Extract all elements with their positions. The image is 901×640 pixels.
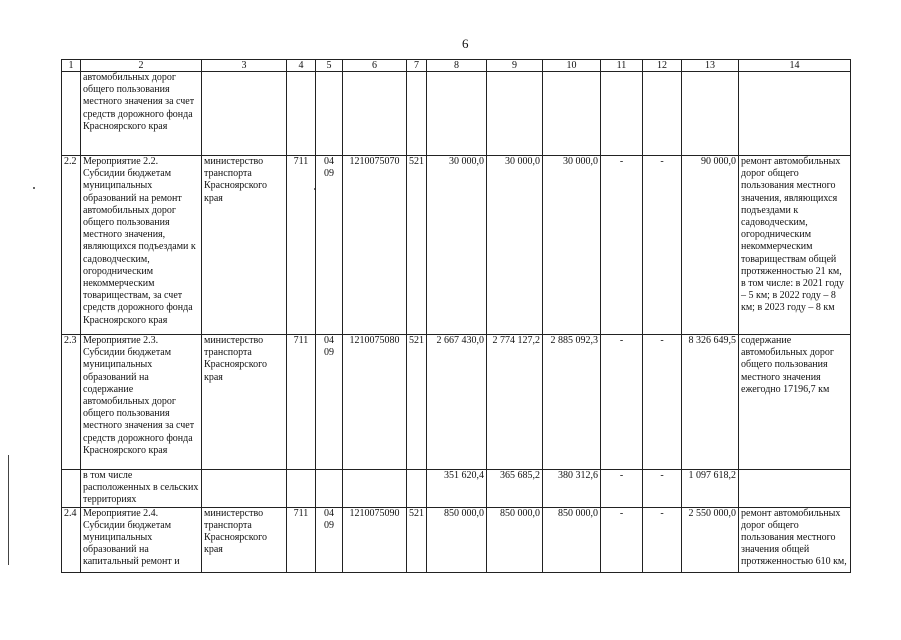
header-cell: 3 [202,60,287,72]
value-col12-cell: - [643,335,682,470]
amount-total-cell: 90 000,0 [682,156,739,335]
value-col12-cell: - [643,507,682,572]
amount-2023-cell: 30 000,0 [543,156,601,335]
amount-total-cell: 2 550 000,0 [682,507,739,572]
code-section-cell: 04 09 [316,507,343,572]
code-section-cell [316,72,343,156]
value-col11-cell: - [601,156,643,335]
header-cell: 8 [427,60,487,72]
executor-cell: министерство транспорта Красноярского края [202,156,287,335]
page-number: 6 [462,36,469,51]
expected-result-cell [739,470,851,508]
margin-mark [8,455,9,565]
measure-name-cell: в том числе расположенных в сельских территориях [81,470,202,508]
amount-2023-cell [543,72,601,156]
header-cell: 10 [543,60,601,72]
amount-2022-cell: 30 000,0 [487,156,543,335]
code-section-cell: 04 09 [316,335,343,470]
executor-cell [202,470,287,508]
item-number-cell: 2.2 [62,156,81,335]
table-row [62,470,851,508]
code-grbs-cell: 711 [287,507,316,572]
header-cell: 7 [407,60,427,72]
expected-result-cell [739,72,851,156]
item-number-cell: 2.3 [62,335,81,470]
code-grbs-cell: 711 [287,156,316,335]
item-number-cell [62,470,81,508]
scan-speck [33,187,35,189]
code-section-cell [316,470,343,508]
amount-2021-cell [427,72,487,156]
header-cell: 6 [343,60,407,72]
header-cell: 2 [81,60,202,72]
amount-2021-cell: 850 000,0 [427,507,487,572]
amount-2022-cell: 850 000,0 [487,507,543,572]
code-expense-cell: 521 [407,335,427,470]
header-cell: 12 [643,60,682,72]
code-expense-cell [407,470,427,508]
header-cell: 1 [62,60,81,72]
code-target-cell: 1210075080 [343,335,407,470]
table-row [62,72,851,156]
table-row [62,156,851,335]
amount-total-cell: 8 326 649,5 [682,335,739,470]
value-col11-cell [601,72,643,156]
amount-2022-cell [487,72,543,156]
header-cell: 14 [739,60,851,72]
code-grbs-cell [287,72,316,156]
value-col12-cell [643,72,682,156]
amount-total-cell: 1 097 618,2 [682,470,739,508]
amount-2022-cell: 365 685,2 [487,470,543,508]
code-grbs-cell [287,470,316,508]
measure-name-cell: автомобильных дорог общего пользования местного значения за счет средств дорожного фонда Красноярского края [81,72,202,156]
code-target-cell [343,470,407,508]
executor-cell [202,72,287,156]
amount-2021-cell: 2 667 430,0 [427,335,487,470]
code-expense-cell: 521 [407,156,427,335]
code-target-cell: 1210075070 [343,156,407,335]
value-col11-cell: - [601,507,643,572]
expected-result-cell: ремонт автомобильных дорог общего пользования местного значения общей протяженностью 610 км, [739,507,851,572]
code-expense-cell: 521 [407,507,427,572]
header-row [62,60,851,72]
header-cell: 9 [487,60,543,72]
code-grbs-cell: 711 [287,335,316,470]
code-expense-cell [407,72,427,156]
amount-2021-cell: 30 000,0 [427,156,487,335]
header-cell: 4 [287,60,316,72]
amount-2023-cell: 2 885 092,3 [543,335,601,470]
table-row [62,507,851,572]
measure-name-cell: Мероприятие 2.4. Субсидии бюджетам муниципальных образований на капитальный ремонт и [81,507,202,572]
value-col11-cell: - [601,470,643,508]
item-number-cell [62,72,81,156]
header-cell: 11 [601,60,643,72]
table-row [62,335,851,470]
measure-name-cell: Мероприятие 2.3. Субсидии бюджетам муниципальных образований на содержание автомобильных дорог общего пользования местного значения за счет средств дорожного фонда Красноярского края [81,335,202,470]
code-section-cell: 04 09 [316,156,343,335]
amount-total-cell [682,72,739,156]
expected-result-cell: ремонт автомобильных дорог общего пользования местного значения, являющихся подъездами к садоводческим, огородническим некоммерческим товариществам общей протяженностью 21 км, в том числе: в 2021 году – 5 км; в 2022 году – 8 км; в 2023 году – 8 км [739,156,851,335]
value-col12-cell: - [643,156,682,335]
amount-2023-cell: 850 000,0 [543,507,601,572]
measure-name-cell: Мероприятие 2.2. Субсидии бюджетам муниципальных образований на ремонт автомобильных дорог общего пользования местного значения, являющихся подъездами к садоводческим, огородническим некоммерческим товариществам, за счет средств дорожного фонда Красноярского края [81,156,202,335]
header-cell: 13 [682,60,739,72]
code-target-cell [343,72,407,156]
value-col12-cell: - [643,470,682,508]
amount-2021-cell: 351 620,4 [427,470,487,508]
executor-cell: министерство транспорта Красноярского края [202,335,287,470]
header-cell: 5 [316,60,343,72]
executor-cell: министерство транспорта Красноярского края [202,507,287,572]
code-target-cell: 1210075090 [343,507,407,572]
item-number-cell: 2.4 [62,507,81,572]
budget-table [61,59,851,573]
value-col11-cell: - [601,335,643,470]
amount-2023-cell: 380 312,6 [543,470,601,508]
amount-2022-cell: 2 774 127,2 [487,335,543,470]
expected-result-cell: содержание автомобильных дорог общего пользования местного значения ежегодно 17196,7 км [739,335,851,470]
